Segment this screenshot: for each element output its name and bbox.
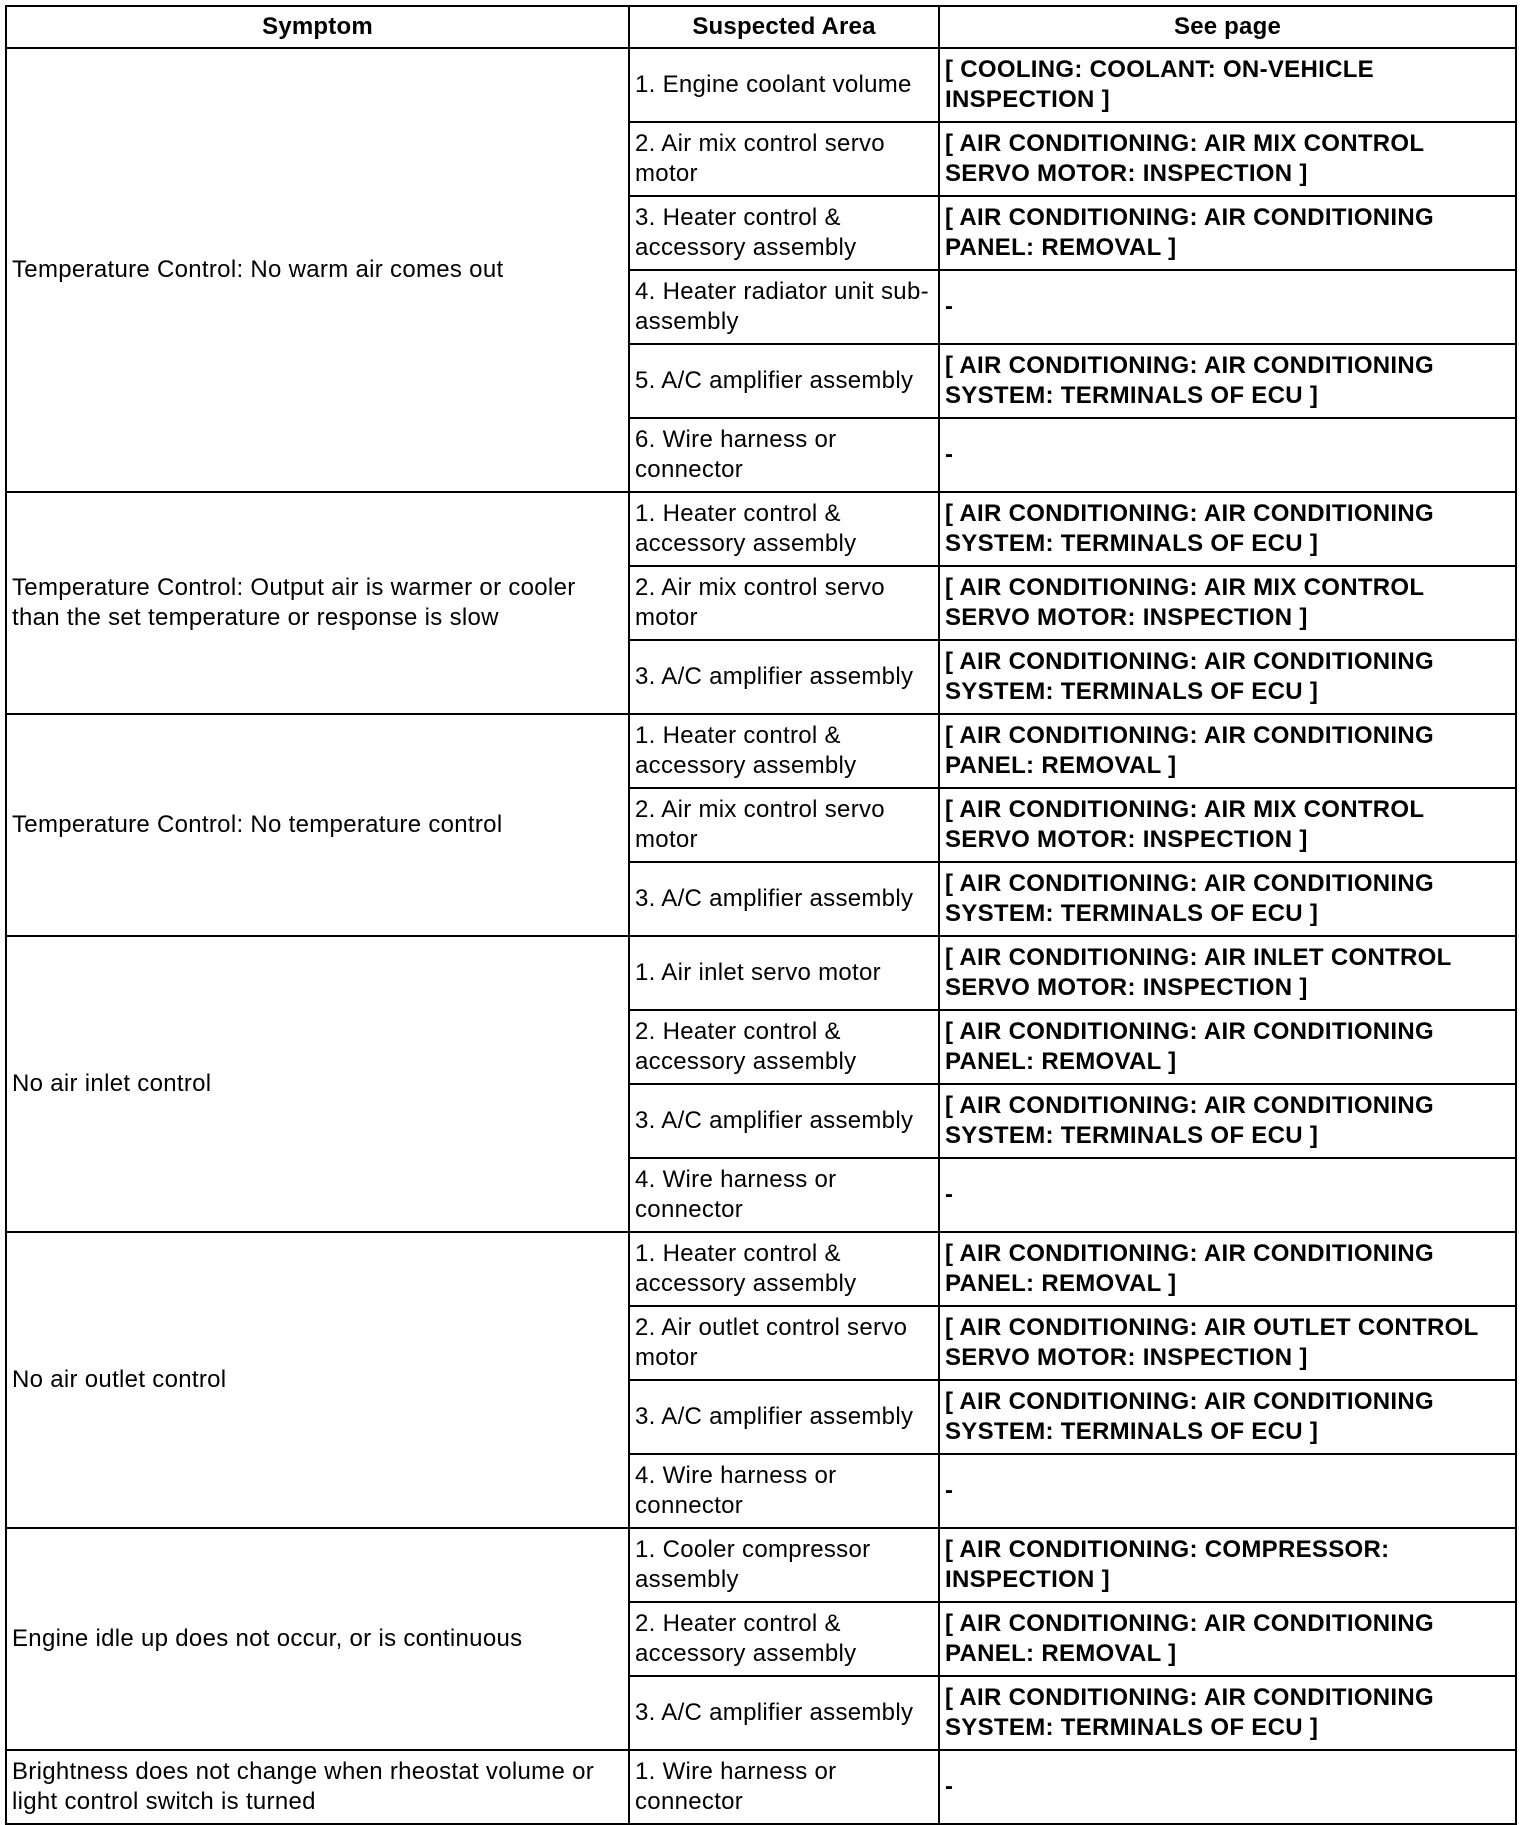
see-page-cell: [ AIR CONDITIONING: AIR CONDITIONING SYSTEM: TERMINALS OF ECU ]: [939, 1380, 1516, 1454]
table-row: [6, 492, 1516, 566]
table-body: [6, 48, 1516, 1824]
symptom-cell: Temperature Control: Output air is warmer or cooler than the set temperature or response is slow: [6, 492, 629, 714]
see-page-cell: [ AIR CONDITIONING: AIR CONDITIONING SYSTEM: TERMINALS OF ECU ]: [939, 862, 1516, 936]
suspected-area-cell: 6. Wire harness or connector: [629, 418, 939, 492]
suspected-area-cell: 1. Air inlet servo motor: [629, 936, 939, 1010]
see-page-cell: [ AIR CONDITIONING: COMPRESSOR: INSPECTION ]: [939, 1528, 1516, 1602]
see-page-cell: -: [939, 270, 1516, 344]
suspected-area-cell: 1. Heater control & accessory assembly: [629, 1232, 939, 1306]
table-row: [6, 714, 1516, 788]
troubleshooting-table-container: [5, 5, 1517, 1825]
suspected-area-cell: 1. Heater control & accessory assembly: [629, 492, 939, 566]
suspected-area-cell: 4. Wire harness or connector: [629, 1158, 939, 1232]
suspected-area-cell: 3. Heater control & accessory assembly: [629, 196, 939, 270]
see-page-cell: [ AIR CONDITIONING: AIR CONDITIONING PANEL: REMOVAL ]: [939, 196, 1516, 270]
see-page-cell: -: [939, 1750, 1516, 1824]
suspected-area-cell: 4. Wire harness or connector: [629, 1454, 939, 1528]
see-page-cell: [ AIR CONDITIONING: AIR OUTLET CONTROL SERVO MOTOR: INSPECTION ]: [939, 1306, 1516, 1380]
see-page-cell: [ AIR CONDITIONING: AIR MIX CONTROL SERVO MOTOR: INSPECTION ]: [939, 122, 1516, 196]
see-page-cell: -: [939, 418, 1516, 492]
see-page-cell: [ AIR CONDITIONING: AIR CONDITIONING SYSTEM: TERMINALS OF ECU ]: [939, 344, 1516, 418]
symptom-cell: No air outlet control: [6, 1232, 629, 1528]
suspected-area-cell: 1. Wire harness or connector: [629, 1750, 939, 1824]
suspected-area-cell: 3. A/C amplifier assembly: [629, 1380, 939, 1454]
suspected-area-cell: 3. A/C amplifier assembly: [629, 1084, 939, 1158]
suspected-area-cell: 2. Heater control & accessory assembly: [629, 1602, 939, 1676]
suspected-area-cell: 5. A/C amplifier assembly: [629, 344, 939, 418]
suspected-area-cell: 4. Heater radiator unit sub-assembly: [629, 270, 939, 344]
see-page-cell: -: [939, 1158, 1516, 1232]
suspected-area-cell: 3. A/C amplifier assembly: [629, 640, 939, 714]
see-page-cell: [ AIR CONDITIONING: AIR CONDITIONING PANEL: REMOVAL ]: [939, 1232, 1516, 1306]
see-page-cell: [ AIR CONDITIONING: AIR INLET CONTROL SERVO MOTOR: INSPECTION ]: [939, 936, 1516, 1010]
symptom-cell: Temperature Control: No temperature control: [6, 714, 629, 936]
table-row: [6, 48, 1516, 122]
symptom-cell: Temperature Control: No warm air comes out: [6, 48, 629, 492]
symptom-cell: Engine idle up does not occur, or is continuous: [6, 1528, 629, 1750]
see-page-cell: [ AIR CONDITIONING: AIR CONDITIONING PANEL: REMOVAL ]: [939, 714, 1516, 788]
see-page-cell: [ AIR CONDITIONING: AIR CONDITIONING SYSTEM: TERMINALS OF ECU ]: [939, 640, 1516, 714]
see-page-cell: [ AIR CONDITIONING: AIR CONDITIONING PANEL: REMOVAL ]: [939, 1602, 1516, 1676]
suspected-area-cell: 2. Heater control & accessory assembly: [629, 1010, 939, 1084]
header-suspected-area: Suspected Area: [629, 6, 939, 48]
header-symptom: Symptom: [6, 6, 629, 48]
header-row: [6, 6, 1516, 48]
suspected-area-cell: 1. Heater control & accessory assembly: [629, 714, 939, 788]
table-row: [6, 1750, 1516, 1824]
see-page-cell: [ AIR CONDITIONING: AIR CONDITIONING SYSTEM: TERMINALS OF ECU ]: [939, 1676, 1516, 1750]
see-page-cell: [ AIR CONDITIONING: AIR MIX CONTROL SERVO MOTOR: INSPECTION ]: [939, 788, 1516, 862]
suspected-area-cell: 1. Cooler compressor assembly: [629, 1528, 939, 1602]
table-row: [6, 936, 1516, 1010]
header-see-page: See page: [939, 6, 1516, 48]
see-page-cell: [ COOLING: COOLANT: ON-VEHICLE INSPECTION ]: [939, 48, 1516, 122]
suspected-area-cell: 2. Air mix control servo motor: [629, 566, 939, 640]
see-page-cell: [ AIR CONDITIONING: AIR CONDITIONING PANEL: REMOVAL ]: [939, 1010, 1516, 1084]
table-row: [6, 1232, 1516, 1306]
suspected-area-cell: 3. A/C amplifier assembly: [629, 1676, 939, 1750]
suspected-area-cell: 2. Air outlet control servo motor: [629, 1306, 939, 1380]
suspected-area-cell: 3. A/C amplifier assembly: [629, 862, 939, 936]
see-page-cell: [ AIR CONDITIONING: AIR CONDITIONING SYSTEM: TERMINALS OF ECU ]: [939, 1084, 1516, 1158]
troubleshooting-table: [5, 5, 1517, 1825]
suspected-area-cell: 1. Engine coolant volume: [629, 48, 939, 122]
see-page-cell: [ AIR CONDITIONING: AIR MIX CONTROL SERVO MOTOR: INSPECTION ]: [939, 566, 1516, 640]
see-page-cell: -: [939, 1454, 1516, 1528]
suspected-area-cell: 2. Air mix control servo motor: [629, 122, 939, 196]
table-row: [6, 1528, 1516, 1602]
symptom-cell: No air inlet control: [6, 936, 629, 1232]
suspected-area-cell: 2. Air mix control servo motor: [629, 788, 939, 862]
see-page-cell: [ AIR CONDITIONING: AIR CONDITIONING SYSTEM: TERMINALS OF ECU ]: [939, 492, 1516, 566]
symptom-cell: Brightness does not change when rheostat volume or light control switch is turned: [6, 1750, 629, 1824]
